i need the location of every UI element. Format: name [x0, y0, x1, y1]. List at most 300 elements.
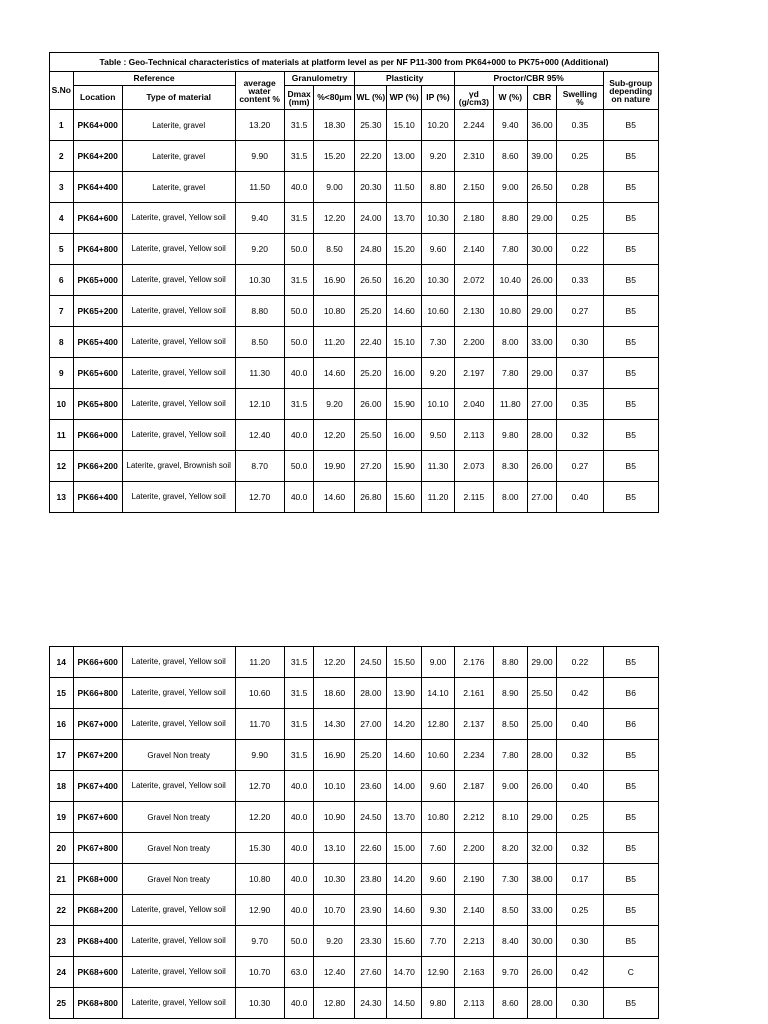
table-title: Table : Geo-Technical characteristics of materials at platform level as per NF P11-300 from PK64+000 to PK75+000 (Additional): [50, 53, 659, 72]
cell-cbr: 36.00: [527, 110, 557, 141]
geotechnical-table-part-1: [49, 52, 659, 513]
cell-wl: 24.00: [355, 203, 387, 234]
cell-fines: 12.20: [314, 647, 355, 678]
cell-water-content: 10.80: [235, 864, 284, 895]
cell-location: PK66+000: [73, 420, 122, 451]
cell-water-content: 8.70: [235, 451, 284, 482]
cell-dry-density: 2.163: [454, 957, 493, 988]
cell-ip: 9.60: [422, 771, 455, 802]
table-row: [50, 482, 659, 513]
cell-wp: 11.50: [387, 172, 422, 203]
cell-location: PK65+600: [73, 358, 122, 389]
cell-ip: 11.30: [422, 451, 455, 482]
cell-w: 9.70: [493, 957, 527, 988]
cell-wp: 13.90: [387, 678, 422, 709]
header-wp: WP (%): [387, 86, 422, 110]
cell-wp: 16.00: [387, 420, 422, 451]
cell-fines: 16.90: [314, 740, 355, 771]
cell-ip: 12.80: [422, 709, 455, 740]
cell-cbr: 29.00: [527, 296, 557, 327]
cell-ip: 10.60: [422, 296, 455, 327]
cell-fines: 12.80: [314, 988, 355, 1019]
cell-dmax: 40.0: [284, 988, 314, 1019]
cell-fines: 9.20: [314, 389, 355, 420]
cell-wp: 14.60: [387, 296, 422, 327]
cell-wp: 15.60: [387, 926, 422, 957]
cell-wp: 14.70: [387, 957, 422, 988]
cell-dmax: 50.0: [284, 926, 314, 957]
cell-dry-density: 2.130: [454, 296, 493, 327]
cell-cbr: 29.00: [527, 802, 557, 833]
cell-sno: 15: [50, 678, 74, 709]
cell-sno: 1: [50, 110, 74, 141]
cell-sno: 8: [50, 327, 74, 358]
cell-wp: 15.20: [387, 234, 422, 265]
cell-w: 11.80: [493, 389, 527, 420]
cell-subgroup: B5: [603, 926, 658, 957]
cell-dmax: 31.5: [284, 203, 314, 234]
table-row: [50, 647, 659, 678]
cell-location: PK66+200: [73, 451, 122, 482]
cell-fines: 10.10: [314, 771, 355, 802]
cell-type: Laterite, gravel, Yellow soil: [122, 203, 235, 234]
cell-ip: 14.10: [422, 678, 455, 709]
cell-dmax: 31.5: [284, 740, 314, 771]
cell-sno: 16: [50, 709, 74, 740]
cell-fines: 12.20: [314, 203, 355, 234]
cell-ip: 9.60: [422, 234, 455, 265]
cell-dmax: 31.5: [284, 389, 314, 420]
cell-dmax: 40.0: [284, 482, 314, 513]
cell-water-content: 10.30: [235, 265, 284, 296]
cell-subgroup: B6: [603, 709, 658, 740]
cell-ip: 7.70: [422, 926, 455, 957]
cell-cbr: 33.00: [527, 327, 557, 358]
table-row: [50, 678, 659, 709]
cell-wp: 15.60: [387, 482, 422, 513]
cell-cbr: 29.00: [527, 203, 557, 234]
cell-dry-density: 2.040: [454, 389, 493, 420]
cell-type: Laterite, gravel: [122, 110, 235, 141]
cell-ip: 9.80: [422, 988, 455, 1019]
cell-cbr: 25.50: [527, 678, 557, 709]
cell-sno: 25: [50, 988, 74, 1019]
cell-sno: 14: [50, 647, 74, 678]
cell-wl: 23.60: [355, 771, 387, 802]
cell-subgroup: B5: [603, 647, 658, 678]
cell-sno: 10: [50, 389, 74, 420]
cell-fines: 12.40: [314, 957, 355, 988]
cell-wp: 14.00: [387, 771, 422, 802]
cell-subgroup: B5: [603, 203, 659, 234]
cell-cbr: 30.00: [527, 926, 557, 957]
cell-w: 8.40: [493, 926, 527, 957]
cell-subgroup: B5: [603, 771, 658, 802]
cell-dry-density: 2.187: [454, 771, 493, 802]
cell-fines: 18.60: [314, 678, 355, 709]
cell-type: Laterite, gravel, Yellow soil: [122, 647, 235, 678]
cell-location: PK67+200: [73, 740, 122, 771]
cell-type: Laterite, gravel, Yellow soil: [122, 358, 235, 389]
table-row: [50, 110, 659, 141]
cell-sno: 5: [50, 234, 74, 265]
cell-water-content: 12.10: [235, 389, 284, 420]
cell-swelling: 0.27: [557, 296, 603, 327]
header-swelling: Swelling %: [557, 86, 603, 110]
cell-wp: 16.00: [387, 358, 422, 389]
cell-wp: 14.20: [387, 864, 422, 895]
cell-dmax: 40.0: [284, 771, 314, 802]
cell-location: PK66+800: [73, 678, 122, 709]
table-row: [50, 141, 659, 172]
cell-w: 9.00: [493, 172, 527, 203]
cell-subgroup: B6: [603, 678, 658, 709]
table-row: [50, 420, 659, 451]
cell-w: 9.00: [493, 771, 527, 802]
cell-subgroup: B5: [603, 451, 659, 482]
cell-wp: 14.50: [387, 988, 422, 1019]
cell-ip: 9.20: [422, 141, 455, 172]
cell-type: Laterite, gravel, Yellow soil: [122, 988, 235, 1019]
cell-swelling: 0.25: [557, 141, 603, 172]
cell-type: Laterite, gravel: [122, 172, 235, 203]
cell-swelling: 0.22: [557, 234, 603, 265]
cell-subgroup: B5: [603, 327, 659, 358]
cell-swelling: 0.33: [557, 265, 603, 296]
cell-wl: 25.20: [355, 296, 387, 327]
cell-w: 8.20: [493, 833, 527, 864]
cell-wp: 14.60: [387, 895, 422, 926]
cell-type: Laterite, gravel, Brownish soil: [122, 451, 235, 482]
cell-sno: 19: [50, 802, 74, 833]
cell-cbr: 25.00: [527, 709, 557, 740]
cell-ip: 10.10: [422, 389, 455, 420]
cell-fines: 18.30: [314, 110, 355, 141]
cell-location: PK65+400: [73, 327, 122, 358]
cell-location: PK64+000: [73, 110, 122, 141]
cell-fines: 14.30: [314, 709, 355, 740]
cell-dmax: 40.0: [284, 833, 314, 864]
cell-wp: 14.60: [387, 740, 422, 771]
cell-wl: 26.50: [355, 265, 387, 296]
cell-wl: 28.00: [355, 678, 387, 709]
cell-dry-density: 2.150: [454, 172, 493, 203]
cell-swelling: 0.30: [557, 988, 603, 1019]
cell-w: 8.60: [493, 988, 527, 1019]
header-fines: %<80µm: [314, 86, 355, 110]
cell-wl: 27.60: [355, 957, 387, 988]
cell-location: PK67+800: [73, 833, 122, 864]
cell-location: PK65+200: [73, 296, 122, 327]
cell-location: PK64+200: [73, 141, 122, 172]
cell-type: Laterite, gravel, Yellow soil: [122, 957, 235, 988]
cell-location: PK65+800: [73, 389, 122, 420]
cell-type: Gravel Non treaty: [122, 740, 235, 771]
cell-w: 7.80: [493, 740, 527, 771]
cell-wl: 25.20: [355, 740, 387, 771]
cell-dmax: 40.0: [284, 172, 314, 203]
cell-dry-density: 2.234: [454, 740, 493, 771]
header-ip: IP (%): [422, 86, 455, 110]
cell-cbr: 30.00: [527, 234, 557, 265]
cell-subgroup: B5: [603, 296, 659, 327]
header-dmax: Dmax (mm): [284, 86, 314, 110]
cell-dry-density: 2.190: [454, 864, 493, 895]
cell-dry-density: 2.140: [454, 895, 493, 926]
cell-fines: 8.50: [314, 234, 355, 265]
cell-fines: 14.60: [314, 482, 355, 513]
cell-water-content: 10.60: [235, 678, 284, 709]
cell-w: 10.80: [493, 296, 527, 327]
cell-swelling: 0.25: [557, 802, 603, 833]
cell-dry-density: 2.113: [454, 988, 493, 1019]
cell-wl: 20.30: [355, 172, 387, 203]
cell-water-content: 10.30: [235, 988, 284, 1019]
cell-fines: 10.90: [314, 802, 355, 833]
cell-location: PK68+000: [73, 864, 122, 895]
cell-dry-density: 2.310: [454, 141, 493, 172]
table-row: [50, 771, 659, 802]
cell-water-content: 11.50: [235, 172, 284, 203]
cell-wl: 26.00: [355, 389, 387, 420]
cell-wl: 22.60: [355, 833, 387, 864]
table-row: [50, 926, 659, 957]
cell-subgroup: B5: [603, 358, 659, 389]
cell-ip: 9.00: [422, 647, 455, 678]
table-row: [50, 740, 659, 771]
cell-dmax: 40.0: [284, 802, 314, 833]
cell-water-content: 12.70: [235, 771, 284, 802]
cell-swelling: 0.30: [557, 327, 603, 358]
cell-location: PK67+400: [73, 771, 122, 802]
header-proctor: Proctor/CBR 95%: [454, 72, 603, 86]
cell-fines: 11.20: [314, 327, 355, 358]
cell-cbr: 26.00: [527, 451, 557, 482]
cell-fines: 10.70: [314, 895, 355, 926]
cell-cbr: 28.00: [527, 420, 557, 451]
table-row: [50, 833, 659, 864]
cell-water-content: 13.20: [235, 110, 284, 141]
geotechnical-table-part-2: [49, 646, 659, 1019]
cell-ip: 11.20: [422, 482, 455, 513]
cell-wl: 23.30: [355, 926, 387, 957]
cell-dry-density: 2.115: [454, 482, 493, 513]
cell-subgroup: B5: [603, 389, 659, 420]
table-row: [50, 389, 659, 420]
cell-sno: 21: [50, 864, 74, 895]
cell-wp: 13.70: [387, 203, 422, 234]
cell-dmax: 50.0: [284, 296, 314, 327]
cell-location: PK68+200: [73, 895, 122, 926]
cell-dmax: 31.5: [284, 110, 314, 141]
cell-swelling: 0.40: [557, 709, 603, 740]
header-water-content: average water content %: [235, 72, 284, 110]
cell-subgroup: B5: [603, 141, 659, 172]
cell-type: Laterite, gravel, Yellow soil: [122, 895, 235, 926]
cell-w: 8.80: [493, 647, 527, 678]
table-row: [50, 895, 659, 926]
cell-cbr: 27.00: [527, 389, 557, 420]
cell-fines: 9.00: [314, 172, 355, 203]
cell-subgroup: B5: [603, 482, 659, 513]
cell-water-content: 8.80: [235, 296, 284, 327]
cell-type: Laterite, gravel, Yellow soil: [122, 389, 235, 420]
cell-cbr: 32.00: [527, 833, 557, 864]
cell-subgroup: B5: [603, 864, 658, 895]
cell-cbr: 26.00: [527, 265, 557, 296]
cell-wl: 24.80: [355, 234, 387, 265]
cell-subgroup: B5: [603, 265, 659, 296]
header-granulometry: Granulometry: [284, 72, 355, 86]
cell-cbr: 26.00: [527, 957, 557, 988]
cell-dmax: 63.0: [284, 957, 314, 988]
table-row: [50, 265, 659, 296]
cell-wp: 15.10: [387, 327, 422, 358]
cell-wl: 25.20: [355, 358, 387, 389]
cell-fines: 16.90: [314, 265, 355, 296]
cell-fines: 12.20: [314, 420, 355, 451]
cell-type: Laterite, gravel: [122, 141, 235, 172]
cell-sno: 23: [50, 926, 74, 957]
cell-dry-density: 2.244: [454, 110, 493, 141]
cell-dry-density: 2.197: [454, 358, 493, 389]
cell-type: Laterite, gravel, Yellow soil: [122, 482, 235, 513]
cell-w: 7.80: [493, 358, 527, 389]
cell-fines: 15.20: [314, 141, 355, 172]
cell-type: Laterite, gravel, Yellow soil: [122, 678, 235, 709]
cell-wp: 15.90: [387, 389, 422, 420]
cell-dmax: 50.0: [284, 234, 314, 265]
table-row: [50, 802, 659, 833]
table-row: [50, 327, 659, 358]
cell-water-content: 9.40: [235, 203, 284, 234]
cell-wp: 13.00: [387, 141, 422, 172]
cell-dmax: 31.5: [284, 678, 314, 709]
cell-cbr: 28.00: [527, 740, 557, 771]
cell-w: 8.30: [493, 451, 527, 482]
cell-water-content: 15.30: [235, 833, 284, 864]
cell-type: Laterite, gravel, Yellow soil: [122, 709, 235, 740]
table-body-part-1: [50, 110, 659, 513]
cell-dmax: 40.0: [284, 420, 314, 451]
cell-sno: 3: [50, 172, 74, 203]
cell-cbr: 29.00: [527, 358, 557, 389]
cell-w: 8.50: [493, 895, 527, 926]
cell-swelling: 0.32: [557, 740, 603, 771]
cell-fines: 19.90: [314, 451, 355, 482]
cell-water-content: 9.90: [235, 141, 284, 172]
header-wl: WL (%): [355, 86, 387, 110]
cell-water-content: 9.90: [235, 740, 284, 771]
header-reference: Reference: [73, 72, 235, 86]
cell-sno: 22: [50, 895, 74, 926]
cell-dmax: 31.5: [284, 709, 314, 740]
cell-wl: 27.20: [355, 451, 387, 482]
cell-ip: 8.80: [422, 172, 455, 203]
cell-w: 8.50: [493, 709, 527, 740]
cell-subgroup: B5: [603, 988, 658, 1019]
cell-w: 10.40: [493, 265, 527, 296]
cell-swelling: 0.35: [557, 389, 603, 420]
cell-water-content: 12.70: [235, 482, 284, 513]
table-row: [50, 451, 659, 482]
cell-dry-density: 2.137: [454, 709, 493, 740]
cell-ip: 9.50: [422, 420, 455, 451]
table-row: [50, 358, 659, 389]
cell-w: 8.00: [493, 482, 527, 513]
cell-fines: 10.30: [314, 864, 355, 895]
cell-dry-density: 2.212: [454, 802, 493, 833]
cell-w: 8.90: [493, 678, 527, 709]
cell-swelling: 0.40: [557, 482, 603, 513]
cell-wp: 15.50: [387, 647, 422, 678]
cell-ip: 7.30: [422, 327, 455, 358]
cell-type: Laterite, gravel, Yellow soil: [122, 234, 235, 265]
cell-swelling: 0.42: [557, 678, 603, 709]
cell-wp: 14.20: [387, 709, 422, 740]
cell-sno: 2: [50, 141, 74, 172]
cell-dry-density: 2.213: [454, 926, 493, 957]
cell-w: 8.60: [493, 141, 527, 172]
header-sno: S.No: [50, 72, 74, 110]
table-row: [50, 709, 659, 740]
cell-dmax: 40.0: [284, 864, 314, 895]
cell-subgroup: B5: [603, 833, 658, 864]
cell-w: 7.80: [493, 234, 527, 265]
cell-dmax: 31.5: [284, 647, 314, 678]
cell-ip: 10.30: [422, 265, 455, 296]
cell-dry-density: 2.176: [454, 647, 493, 678]
header-subgroup: Sub-group depending on nature: [603, 72, 659, 110]
cell-wl: 25.30: [355, 110, 387, 141]
header-location: Location: [73, 86, 122, 110]
cell-cbr: 26.00: [527, 771, 557, 802]
cell-ip: 9.30: [422, 895, 455, 926]
header-type: Type of material: [122, 86, 235, 110]
cell-swelling: 0.27: [557, 451, 603, 482]
cell-subgroup: B5: [603, 234, 659, 265]
cell-wp: 13.70: [387, 802, 422, 833]
cell-location: PK68+400: [73, 926, 122, 957]
cell-ip: 12.90: [422, 957, 455, 988]
cell-w: 8.00: [493, 327, 527, 358]
cell-ip: 10.60: [422, 740, 455, 771]
cell-water-content: 9.70: [235, 926, 284, 957]
cell-swelling: 0.25: [557, 203, 603, 234]
cell-fines: 14.60: [314, 358, 355, 389]
cell-dmax: 50.0: [284, 451, 314, 482]
cell-water-content: 10.70: [235, 957, 284, 988]
cell-dmax: 40.0: [284, 358, 314, 389]
cell-sno: 20: [50, 833, 74, 864]
cell-water-content: 12.90: [235, 895, 284, 926]
cell-subgroup: C: [603, 957, 658, 988]
cell-sno: 13: [50, 482, 74, 513]
cell-sno: 6: [50, 265, 74, 296]
table-row: [50, 296, 659, 327]
cell-swelling: 0.32: [557, 420, 603, 451]
cell-dry-density: 2.072: [454, 265, 493, 296]
cell-sno: 17: [50, 740, 74, 771]
cell-wl: 22.40: [355, 327, 387, 358]
cell-type: Laterite, gravel, Yellow soil: [122, 296, 235, 327]
cell-sno: 11: [50, 420, 74, 451]
cell-ip: 9.20: [422, 358, 455, 389]
cell-cbr: 28.00: [527, 988, 557, 1019]
cell-subgroup: B5: [603, 895, 658, 926]
cell-fines: 13.10: [314, 833, 355, 864]
cell-wp: 15.00: [387, 833, 422, 864]
